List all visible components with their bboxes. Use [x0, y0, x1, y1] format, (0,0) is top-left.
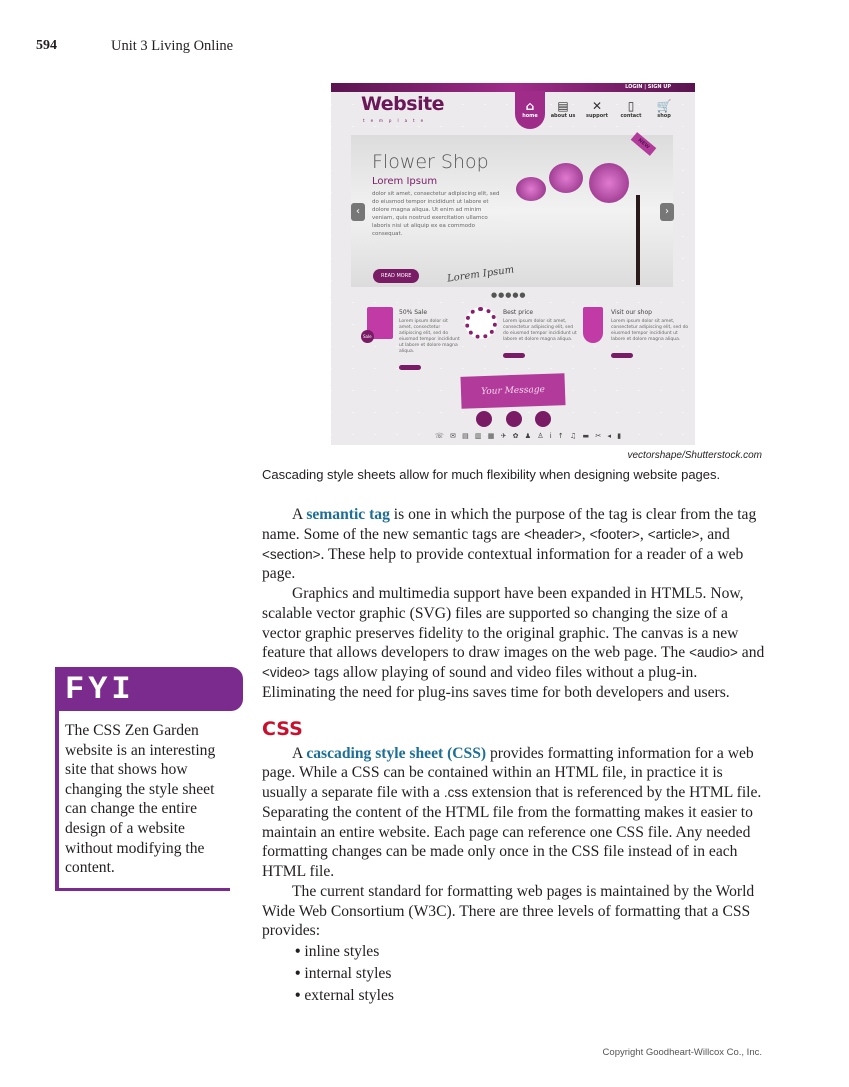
login-signup-bar: LOGIN | SIGN UP — [331, 83, 695, 92]
foot-icon — [583, 307, 603, 343]
paragraph — [262, 505, 766, 584]
text-run: A — [292, 744, 307, 762]
code-tag: <footer> — [589, 526, 640, 542]
nav-label: shop — [657, 113, 671, 119]
icon-row: ☏ ✉ ▤ ▥ ▦ ✈ ✿ ♟ ♙ i ↑ ♫ ▬ ✂ ◂ ▮ — [435, 432, 624, 440]
copyright: Copyright Goodheart-Willcox Co., Inc. — [602, 1047, 762, 1058]
document-icon: ▤ — [557, 99, 569, 113]
feature-card — [611, 309, 689, 362]
shopping-bag-icon — [363, 307, 393, 339]
banner-title: Flower Shop — [372, 151, 489, 173]
card-text: Lorem ipsum dolor sit amet, consectetur adipiscing elit, sed do eiusmod tempor incididunt ut labore et dolore magna aliqua. — [503, 319, 577, 342]
text-run: A — [292, 506, 307, 523]
section-heading: CSS — [262, 717, 303, 740]
card-title: 50% Sale — [399, 309, 428, 316]
microphone-icon — [506, 411, 522, 427]
text-run: tags allow playing of sound and video files without a plug-in. Eliminating the need for plug-ins saves time for both developers and users. — [262, 664, 730, 701]
card-title: Visit our shop — [611, 309, 652, 316]
text-run: and — [737, 644, 765, 662]
figure-logo-sub: template — [363, 118, 430, 123]
orchid-image — [549, 163, 583, 193]
read-more-button: READ MORE — [373, 269, 419, 283]
bullet-item: • internal styles — [295, 963, 766, 985]
chevron-left-icon: ‹ — [351, 203, 365, 221]
sale-badge: Sale — [361, 330, 374, 343]
users-icon — [476, 411, 492, 427]
card-button — [611, 353, 633, 358]
nav-label: support — [586, 113, 608, 119]
paragraph — [262, 882, 766, 941]
banner — [351, 135, 673, 287]
bullet-item: • external styles — [295, 985, 766, 1007]
script-text: Lorem Ipsum — [446, 264, 515, 285]
paragraphs-css — [262, 744, 766, 942]
bullet-item: • inline styles — [295, 941, 766, 963]
nav-support — [582, 99, 612, 119]
message-banner: Your Message — [460, 373, 565, 409]
code-tag: <section> — [262, 546, 321, 562]
tools-icon: ✕ — [591, 99, 603, 113]
figure-caption: Cascading style sheets allow for much flexibility when designing website pages. — [262, 467, 721, 482]
text-run: Graphics and multimedia support have been expanded in HTML5. Now, scalable vector graphic (SVG) files are supported so changing the size of a vector graphic preserves fidelity to the original graphic. The canvas is a new feature that allows developers to draw images on the web page. The — [262, 585, 744, 662]
home-icon: ⌂ — [525, 99, 535, 113]
new-ribbon: NEW — [631, 132, 657, 156]
code-tag: <header> — [523, 526, 582, 542]
website-template-figure — [331, 83, 695, 445]
code-tag: <article> — [647, 526, 700, 542]
nav-label: about us — [550, 113, 576, 119]
card-text: Lorem ipsum dolor sit amet, consectetur adipiscing elit, sed do eiusmod tempor incididunt ut labore et dolore magna aliqua. — [611, 319, 689, 342]
text-run: is one in which the purpose of the tag is clear from the tag name. Some of the new semantic tags are — [262, 506, 757, 543]
cart-icon: 🛒 — [656, 99, 672, 113]
card-button — [503, 353, 525, 358]
page-number: 594 — [36, 38, 57, 53]
code-tag: .css — [443, 785, 468, 800]
nav-label: contact — [620, 113, 642, 119]
nav-home — [515, 91, 545, 129]
paragraph — [262, 584, 766, 703]
banner-subtitle: Lorem Ipsum — [372, 176, 438, 187]
paragraph — [262, 744, 766, 882]
woman-silhouette-icon — [465, 307, 497, 339]
feature-card — [399, 309, 461, 374]
text-run: extension that is referenced by the HTML file. Separating the content of the HTML file from the formatting makes it easier to maintain an entire website. Each page can reference one CSS file. Any needed formatting changes can be made only once in the CSS file instead of in each HTML file. — [262, 784, 762, 880]
paragraphs-intro — [262, 505, 766, 703]
fyi-text: The CSS Zen Garden website is an interesting site that shows how changing the style sheet can change the entire design of a website without modifying the content. — [55, 711, 230, 891]
feature-card — [503, 309, 579, 362]
text-run: , and — [699, 525, 730, 543]
phone-icon: ▯ — [627, 99, 635, 113]
card-title: Best price — [503, 309, 534, 316]
bullet-list — [295, 941, 766, 1007]
text-run: , — [581, 525, 590, 543]
code-tag: <video> — [262, 665, 311, 680]
body-text — [262, 505, 766, 1007]
fyi-sidebar — [55, 667, 243, 891]
key-term: cascading style sheet (CSS) — [306, 744, 487, 762]
slider-dots: ●●●●● — [491, 291, 527, 299]
nav-contact — [616, 99, 646, 119]
orchid-stem — [636, 195, 640, 285]
text-run: , — [639, 525, 648, 543]
image-credit: vectorshape/Shutterstock.com — [627, 450, 762, 461]
text-run: The current standard for formatting web pages is maintained by the World Wide Web Consortium (W3C). There are three levels of formatting that a CSS provides: — [262, 882, 755, 940]
code-tag: <audio> — [689, 645, 738, 661]
running-head: Unit 3 Living Online — [111, 38, 234, 54]
banner-text: dolor sit amet, consectetur adipiscing elit, sed do eiusmod tempor incididunt ut labore et dolore magna aliqua. Ut enim ad minim veniam, quis nostrud exercitation ullamco laboris nisi ut aliquip ex ea commodo consequat. — [372, 191, 500, 237]
text-run: . These help to provide contextual information for a reader of a web page. — [262, 545, 744, 583]
search-icon — [535, 411, 551, 427]
nav-about — [548, 99, 578, 119]
fyi-heading: FYI — [55, 667, 243, 711]
card-button — [399, 365, 421, 370]
orchid-image — [516, 177, 546, 201]
key-term: semantic tag — [306, 506, 390, 523]
figure-logo: Website — [361, 93, 445, 115]
nav-label: home — [522, 113, 538, 119]
chevron-right-icon: › — [660, 203, 674, 221]
orchid-image — [589, 163, 629, 203]
text-run: provides formatting information for a web page. While a CSS can be contained within an HTML file, in practice it is usually a separate file with a — [262, 744, 754, 801]
nav-shop — [649, 99, 679, 119]
card-text: Lorem ipsum dolor sit amet, consectetur adipiscing elit, sed do eiusmod tempor incididunt ut labore et dolore magna aliqua. — [399, 319, 460, 354]
